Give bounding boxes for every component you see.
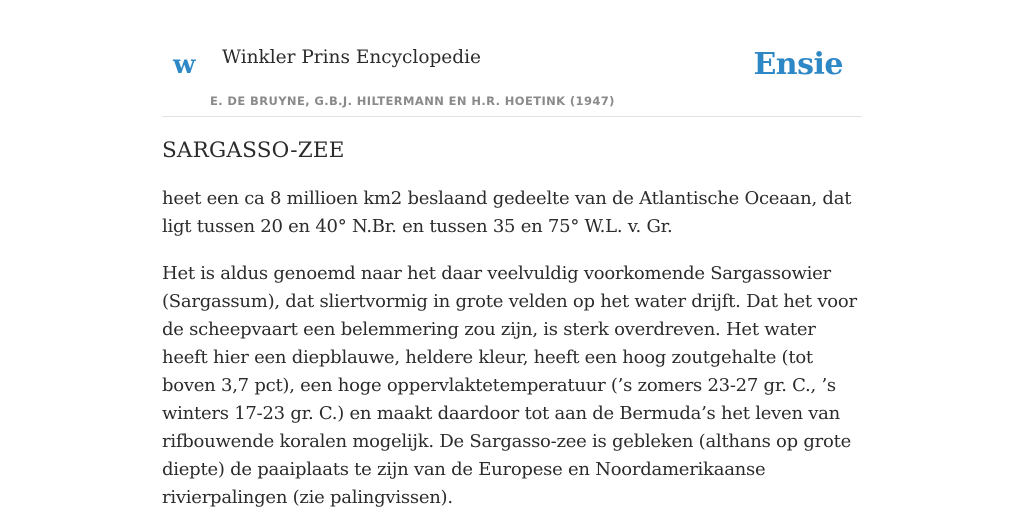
source-authors: E. DE BRUYNE, G.B.J. HILTERMANN EN H.R. HOETINK (1947) <box>210 94 615 108</box>
source-title[interactable]: Winkler Prins Encyclopedie <box>222 47 481 68</box>
paragraph-definition: heet een ca 8 millioen km2 beslaand gedeelte van de Atlantische Oceaan, dat ligt tussen 20 en 40° N.Br. en tussen 35 en 75° W.L. v. Gr. <box>162 188 852 237</box>
page-header <box>162 0 862 117</box>
entry-title: SARGASSO-ZEE <box>162 138 345 163</box>
winkler-prins-logo[interactable]: w <box>173 50 196 80</box>
ensie-logo[interactable]: Ensie <box>753 47 843 82</box>
article <box>162 138 862 512</box>
paragraph-description: Het is aldus genoemd naar het daar veelvuldig voorkomende Sargassowier (Sargassum), dat sliertvormig in grote velden op het water drijft. Dat het voor de scheepvaart een belemmering zou zijn, is sterk overdreven. Het water heeft hier een diepblauwe, heldere kleur, heeft een hoog zoutgehalte (tot boven 3,7 pct), een hoge oppervlaktetemperatuur (’s zomers 23-27 gr. C., ’s winters 17-23 gr. C.) en maakt daardoor tot aan de Bermuda’s het leven van rifbouwende koralen mogelijk. De Sargasso-zee is gebleken (althans op grote diepte) de paaiplaats te zijn van de Europese en Noordamerikaanse rivierpalingen (zie palingvissen). <box>162 263 857 508</box>
